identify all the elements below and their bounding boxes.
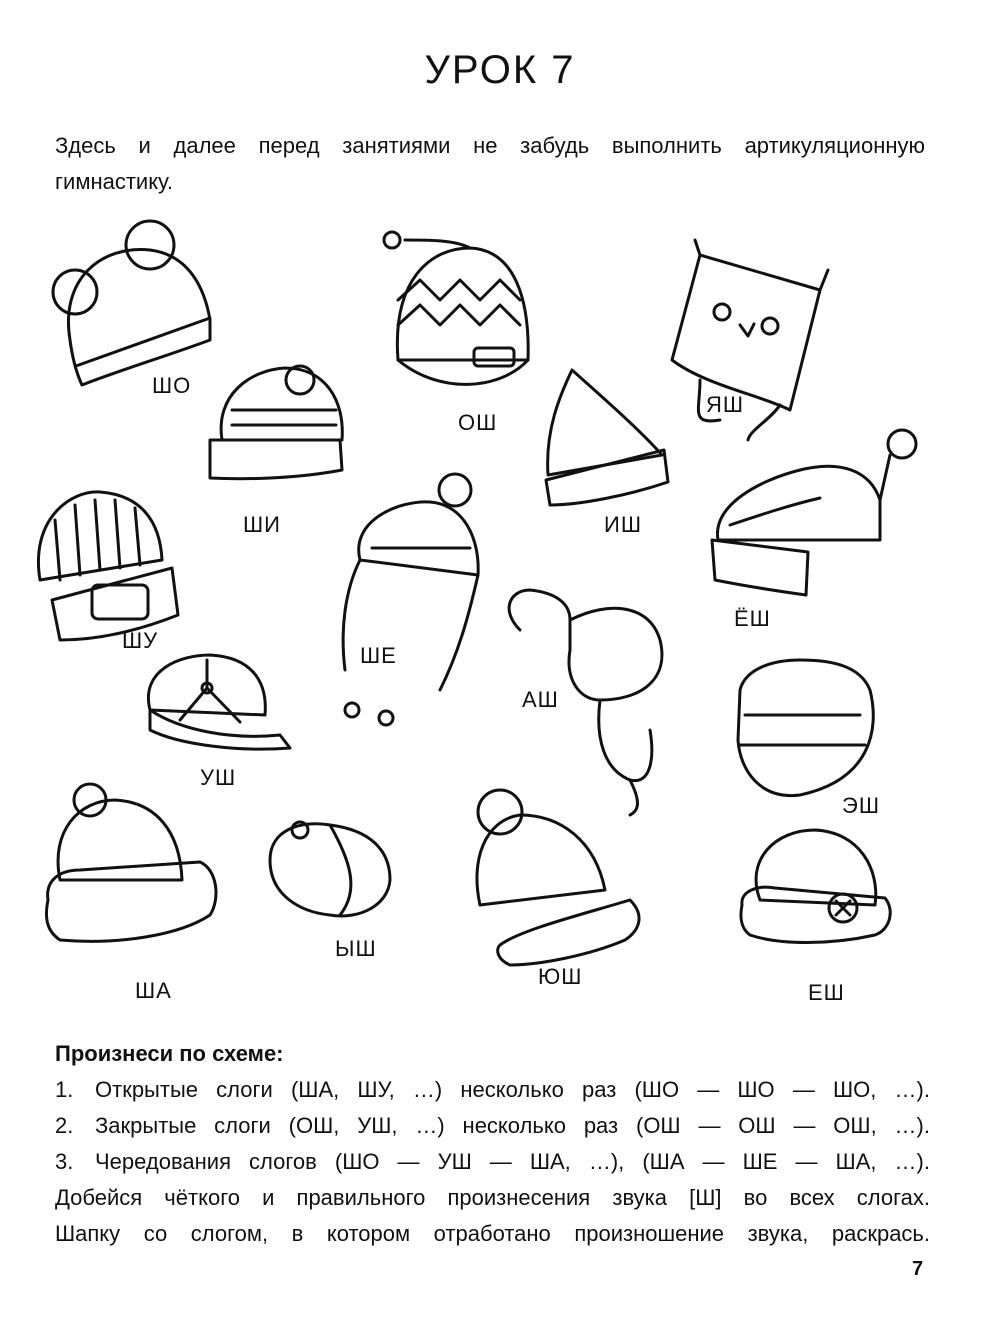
hat-ish-label: ИШ	[604, 512, 642, 537]
hat-ush-drawing	[148, 655, 290, 749]
hat-esh-label: ЕШ	[808, 980, 845, 1005]
hat-yash-drawing	[672, 240, 828, 440]
hat-shi-drawing	[210, 366, 342, 479]
hat-sho-label: ШО	[152, 373, 192, 398]
hat-yash-label: ЯШ	[706, 392, 745, 417]
hat-she-drawing	[343, 474, 478, 725]
scheme-paragraph-2: Шапку со слогом, в котором отработано произношение звука, раскрась.	[55, 1221, 930, 1246]
scheme-item-text: Чередования слогов (ШО — УШ — ША, …), (ША — ШЕ — ША, …).	[95, 1149, 930, 1174]
hat-shu-label: ШУ	[122, 628, 159, 653]
scheme-heading: Произнеси по схеме:	[55, 1041, 284, 1066]
hat-esh-e-drawing	[738, 660, 873, 796]
hat-sha-drawing	[46, 784, 216, 941]
hat-ysh-drawing	[270, 822, 390, 916]
hat-osh-drawing	[384, 232, 528, 384]
hat-ush-label: УШ	[200, 765, 237, 790]
hat-shu-drawing	[38, 492, 178, 640]
page-number: 7	[912, 1258, 924, 1280]
lesson-title: УРОК 7	[424, 48, 576, 92]
hat-esh-e-label: ЭШ	[842, 793, 880, 818]
scheme-item-text: Открытые слоги (ША, ШУ, …) несколько раз (ШО — ШО — ШО, …).	[95, 1077, 930, 1102]
intro-text: Здесь и далее перед занятиями не забудь выполнить артикуляционную гимнастику.	[55, 133, 925, 194]
scheme-item	[55, 1072, 930, 1108]
hat-yosh-drawing	[712, 430, 916, 595]
scheme-item-number: 2.	[55, 1113, 74, 1138]
hat-ish-drawing	[546, 370, 668, 505]
scheme-item	[55, 1144, 930, 1180]
scheme-item-number: 1.	[55, 1077, 74, 1102]
hat-shi-label: ШИ	[243, 512, 281, 537]
scheme-item	[55, 1108, 930, 1144]
scheme-section	[55, 1036, 930, 1252]
hat-she-label: ШЕ	[360, 643, 397, 668]
hat-ash-label: АШ	[522, 687, 559, 712]
scheme-item-text: Закрытые слоги (ОШ, УШ, …) несколько раз (ОШ — ОШ — ОШ, …).	[95, 1113, 930, 1138]
scheme-item-number: 3.	[55, 1149, 74, 1174]
hat-yosh-label: ЁШ	[734, 606, 771, 631]
hat-yush-drawing	[477, 790, 639, 965]
hat-sho-drawing	[53, 221, 210, 385]
hat-ysh-label: ЫШ	[335, 936, 377, 961]
hat-yush-label: ЮШ	[538, 964, 583, 989]
hat-osh-label: ОШ	[458, 410, 498, 435]
hat-sha-label: ША	[135, 978, 172, 1003]
scheme-paragraph-1: Добейся чёткого и правильного произнесения звука [Ш] во всех слогах.	[55, 1185, 930, 1210]
hat-esh-drawing	[741, 830, 890, 943]
